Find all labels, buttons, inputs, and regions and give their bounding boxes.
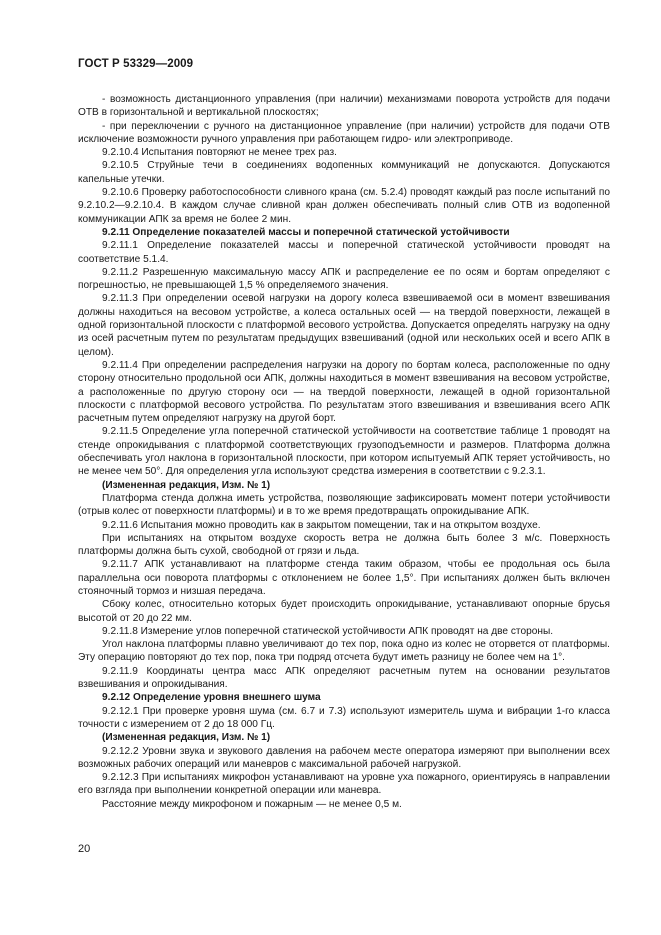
paragraph: 9.2.10.5 Струйные течи в соединениях водопенных коммуникаций не допускаются. Допускаются капельные утечки. [78,160,610,185]
amendment-note: (Измененная редакция, Изм. № 1) [102,479,271,491]
paragraph: 9.2.11.7 АПК устанавливают на платформе стенда таким образом, чтобы ее продольная ось была параллельна оси поворота платформы с отклонением не более 1,5°. При испытаниях должен быть включен стояночный тормоз и низшая передача. [78,559,610,597]
paragraph: 9.2.11.2 Разрешенную максимальную массу АПК и распределение ее по осям и бортам определяют с погрешностью, не превышающей 1,5 % определяемого значения. [78,266,610,292]
paragraph: 9.2.11.8 Измерение углов поперечной статической устойчивости АПК проводят на две стороны. [102,625,554,637]
paragraph: 9.2.11.4 При определении распределения нагрузки на дорогу по бортам колеса, расположенные по одну сторону относительно продольной оси АПК, должны находиться в момент взвешивания на весовом устройстве, а расположенные по другую сторону оси — на твердой поверхности, лежащей в одной горизонтальной плоскости с платформой весового устройства. По результатам этого взвешивания и взвешивания всего АПК расчетным путем определяют нагрузку на другой борт. [78,359,610,425]
paragraph: 9.2.11.9 Координаты центра масс АПК определяют расчетным путем на основании результатов взвешивания и опрокидывания. [78,665,610,691]
paragraph: 9.2.11.3 При определении осевой нагрузки на дорогу колеса взвешиваемой оси в момент взвешивания должны находиться на весовом устройстве, а колеса остальных осей — на твердой поверхности, лежащей в одной горизонтальной плоскости с платформой весового устройства. Допускается определять нагрузку на одну из осей расчетным путем по результатам предыдущих взвешиваний (одной или нескольких осей и всего АПК в целом). [78,293,610,358]
section-heading: 9.2.12 Определение уровня внешнего шума [102,692,321,704]
paragraph: 9.2.11.5 Определение угла поперечной статической устойчивости на соответствие таблице 1 проводят на стенде опрокидывания с платформой соответствующих грузоподъемности и размеров. Платформа должна обеспечивать угол наклона в горизонтальной плоскости, при котором испытуемый АПК теряет устойчивость, но не менее чем 50°. Для определения угла используют средства измерения в соответствии с 9.2.3.1. [78,426,610,478]
paragraph: Сбоку колес, относительно которых будет происходить опрокидывание, устанавливают опорные брусья высотой от 20 до 22 мм. [78,599,610,624]
section-heading: 9.2.11 Определение показателей массы и поперечной статической устойчивости [102,226,510,238]
paragraph: 9.2.10.6 Проверку работоспособности сливного крана (см. 5.2.4) проводят каждый раз после испытаний по 9.2.10.2—9.2.10.4. В каждом случае сливной кран должен обеспечивать полный слив ОТВ из водопенной коммуникации АПК за время не более 2 мин. [78,187,610,225]
paragraph: 9.2.10.4 Испытания повторяют не менее трех раз. [102,147,337,159]
paragraph: Угол наклона платформы плавно увеличивают до тех пор, пока одно из колес не оторвется от платформы. Эту операцию повторяют до тех пор, пока три подряд отсчета будут иметь разницу не более чем на 1°. [78,639,610,664]
paragraph: 9.2.12.2 Уровни звука и звукового давления на рабочем месте оператора измеряют при выполнении всех возможных рабочих операций или маневров с максимальной рабочей нагрузкой. [78,745,610,770]
paragraph: - при переключении с ручного на дистанционное управление (при наличии) устройств для подачи ОТВ исключение возможности ручного управления при работающем гидро- или электроприводе. [78,120,610,145]
paragraph: 9.2.12.1 При проверке уровня шума (см. 6.7 и 7.3) используют измеритель шума и вибрации 1-го класса точности с измерением от 2 до 18 000 Гц. [78,705,610,730]
page-number: 20 [78,843,91,855]
paragraph: При испытаниях на открытом воздухе скорость ветра не должна быть более 3 м/с. Поверхность платформы должна быть сухой, свободной от грязи и льда. [78,532,610,558]
paragraph: - возможность дистанционного управления (при наличии) механизмами поворота устройств для подачи ОТВ в горизонтальной и вертикальной плоскостях; [78,94,610,119]
paragraph: 9.2.11.1 Определение показателей массы и поперечной статической устойчивости проводят на соответствие 5.1.4. [78,240,610,265]
paragraph: 9.2.11.6 Испытания можно проводить как в закрытом помещении, так и на открытом воздухе. [102,519,541,531]
document-header: ГОСТ Р 53329—2009 [78,58,194,70]
paragraph: Расстояние между микрофоном и пожарным — не менее 0,5 м. [102,798,402,810]
paragraph: 9.2.12.3 При испытаниях микрофон устанавливают на уровне уха пожарного, ориентируясь в направлении его взгляда при выполнении конкретной операции или маневра. [78,772,610,797]
amendment-note: (Измененная редакция, Изм. № 1) [102,732,271,744]
paragraph: Платформа стенда должна иметь устройства, позволяющие зафиксировать момент потери устойчивости (отрыв колес от поверхности платформы) и в то же время предотвращать опрокидывание АПК. [78,492,610,518]
page-content [78,93,610,811]
